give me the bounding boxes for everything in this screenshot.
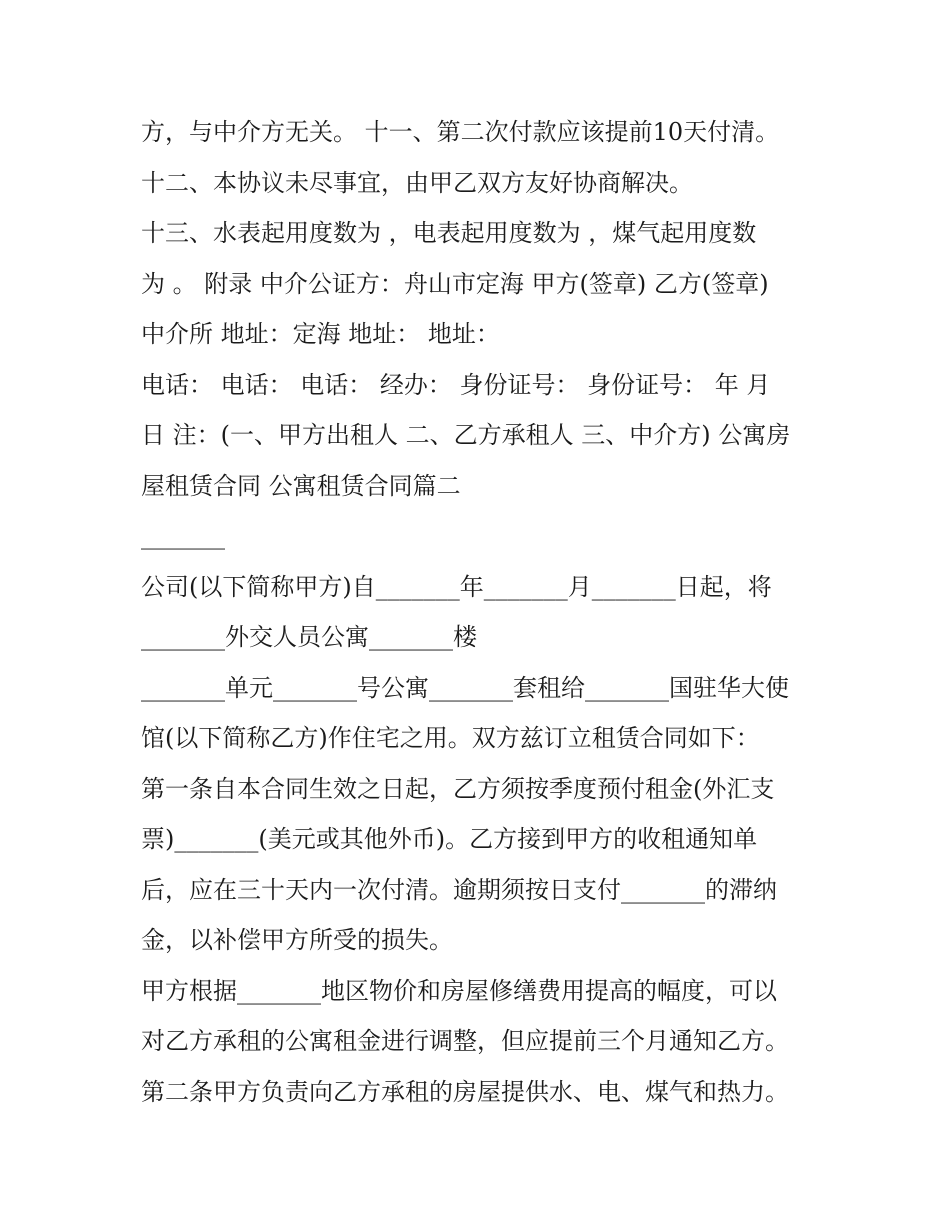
text-line: 屋租赁合同 公寓租赁合同篇二 — [141, 471, 461, 500]
text-line: 馆(以下简称乙方)作住宅之用。双方兹订立租赁合同如下： — [141, 724, 760, 752]
text-line: 电话： 电话： 电话： 经办： 身份证号： 身份证号： 年 月 — [141, 370, 771, 399]
text-line: 十二、本协议未尽事宜，由甲乙双方友好协商解决。 — [141, 168, 693, 197]
contract-text — [141, 107, 821, 1117]
text-line: 第二条甲方负责向乙方承租的房屋提供水、电、煤气和热力。 — [141, 1077, 789, 1106]
text-line: _______外交人员公寓_______楼 — [141, 623, 477, 651]
text-line: 方，与中介方无关。 十一、第二次付款应该提前10天付清。 — [141, 118, 780, 146]
text-line: 票)_______(美元或其他外币)。乙方接到甲方的收租通知单 — [141, 825, 758, 853]
text-line: _______ — [141, 522, 225, 550]
text-line: 后，应在三十天内一次付清。逾期须按日支付_______的滞纳 — [141, 875, 777, 904]
text-line: 十三、水表起用度数为 ，电表起用度数为 ，煤气起用度数 — [141, 219, 757, 247]
text-line: 第一条自本合同生效之日起，乙方须按季度预付租金(外汇支 — [141, 774, 775, 803]
text-line: 金，以补偿甲方所受的损失。 — [141, 926, 453, 954]
text-line: 对乙方承租的公寓租金进行调整，但应提前三个月通知乙方。 — [141, 1027, 789, 1055]
text-line: 为 。 附录 中介公证方：舟山市定海 甲方(签章) 乙方(签章) — [141, 269, 769, 298]
text-line: 日 注：(一、甲方出租人 二、乙方承租人 三、中介方) 公寓房 — [141, 421, 791, 449]
text-line: 公司(以下简称甲方)自_______年_______月_______日起，将 — [141, 572, 772, 601]
text-line: 中介所 地址：定海 地址： 地址： — [141, 320, 500, 348]
text-line: _______单元_______号公寓_______套租给_______国驻华大使 — [141, 673, 789, 702]
text-line: 甲方根据_______地区物价和房屋修缮费用提高的幅度，可以 — [141, 976, 777, 1005]
